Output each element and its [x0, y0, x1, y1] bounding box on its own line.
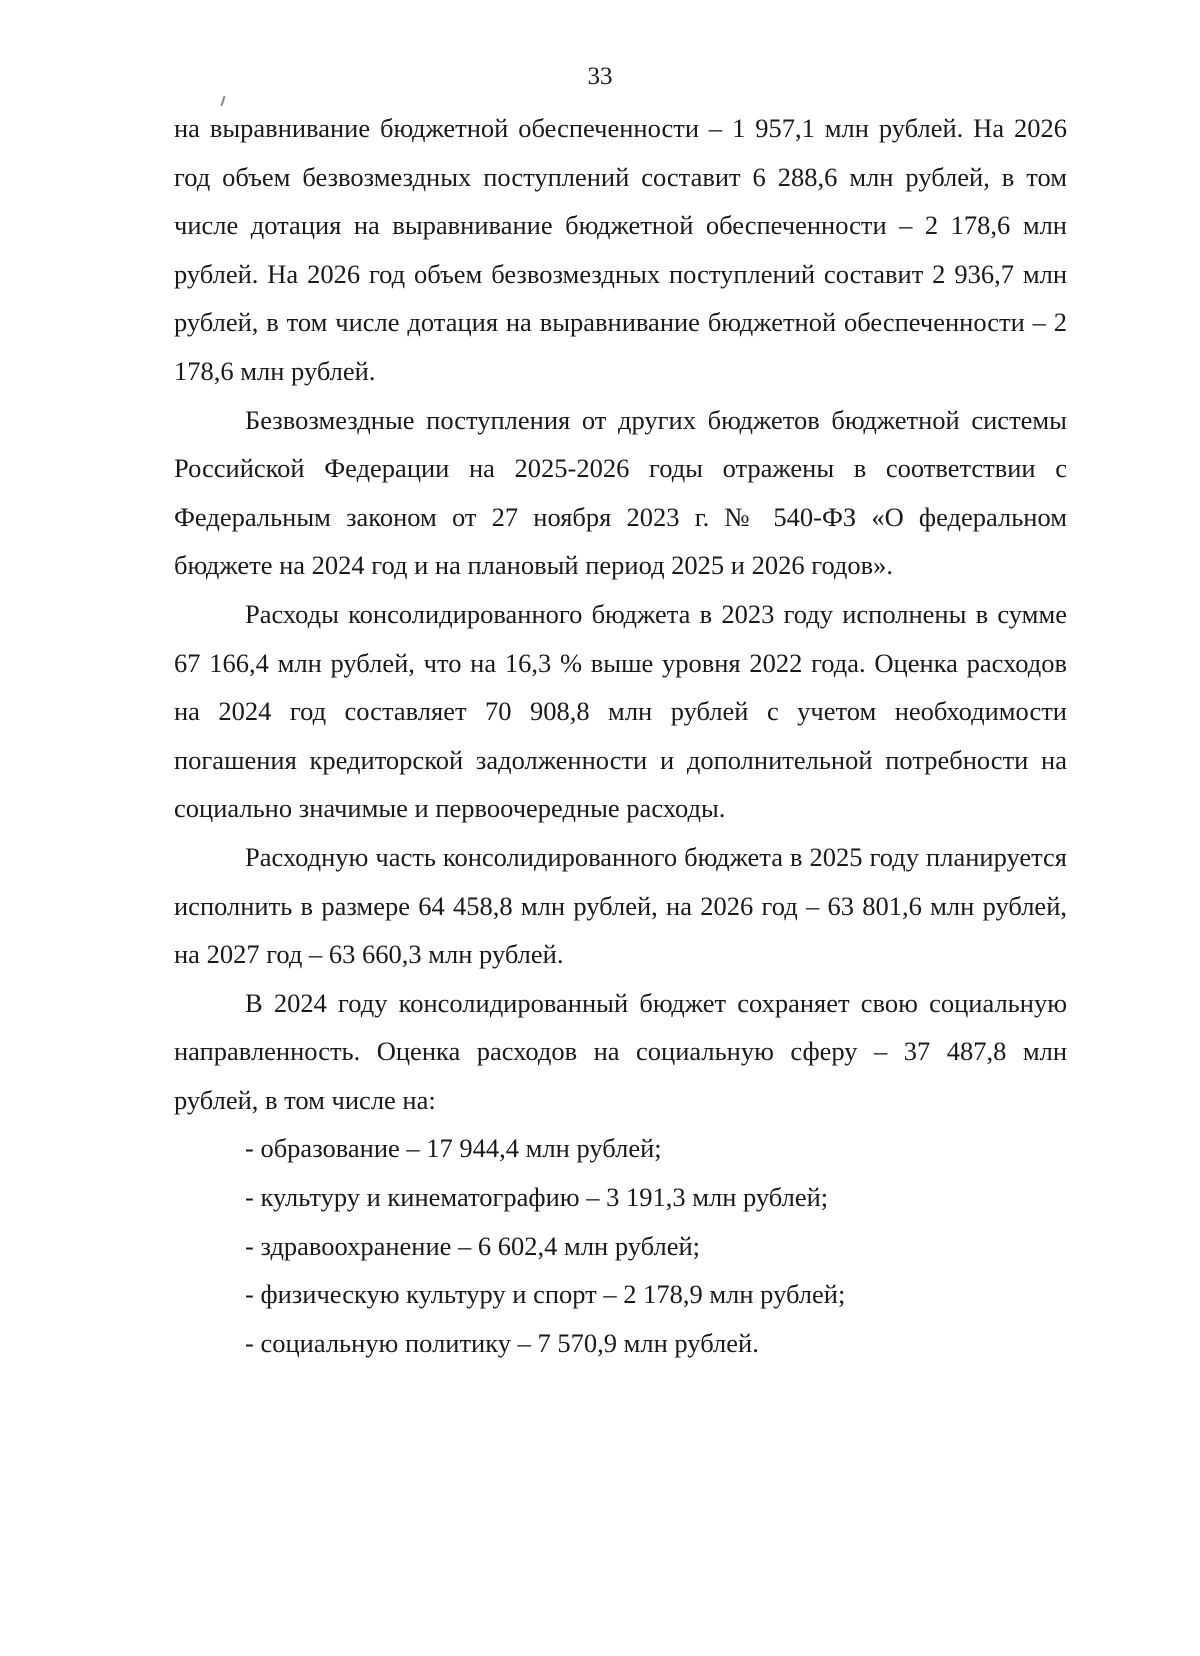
paragraph-gratuitous-receipts: Безвозмездные поступления от других бюджетов бюджетной системы Российской Федерации на 2025-2026 годы отражены в соответствии с Федеральным законом от 27 ноября 2023 г. № 540-ФЗ «О федеральном бюджете на 2024 год и на плановый период 2025 и 2026 годов». — [174, 404, 1067, 581]
list-item-social-policy: - социальную политику – 7 570,9 млн рублей. — [245, 1327, 759, 1358]
list-item-culture: - культуру и кинематографию – 3 191,3 млн рублей; — [245, 1182, 829, 1213]
list-item-sport: - физическую культуру и спорт – 2 178,9 млн рублей; — [245, 1279, 846, 1310]
paragraph-expenses-plan: Расходную часть консолидированного бюджета в 2025 году планируется исполнить в размере 64 458,8 млн рублей, на 2026 год – 63 801,6 млн рублей, на 2027 год – 63 660,3 млн рублей. — [174, 841, 1067, 970]
social-expenses-list — [174, 1124, 1067, 1367]
paragraph-continuation: на выравнивание бюджетной обеспеченности – 1 957,1 млн рублей. На 2026 год объем безвозмездных поступлений составит 6 288,6 млн рублей, в том числе дотация на выравнивание бюджетной обеспеченности – 2 178,6 млн рублей. На 2026 год объем безвозмездных поступлений составит 2 936,7 млн рублей, в том числе дотация на выравнивание бюджетной обеспеченности – 2 178,6 млн рублей. — [174, 113, 1067, 386]
page-number: 33 — [587, 63, 613, 90]
list-item-education: - образование – 17 944,4 млн рублей; — [245, 1133, 662, 1164]
paragraph-expenses-2023: Расходы консолидированного бюджета в 2023 году исполнены в сумме 67 166,4 млн рублей, что на 16,3 % выше уровня 2022 года. Оценка расходов на 2024 год составляет 70 908,8 млн рублей с учетом необходимости погашения кредиторской задолженности и дополнительной потребности на социально значимые и первоочередные расходы. — [174, 598, 1067, 824]
paragraph-social-sphere: В 2024 году консолидированный бюджет сохраняет свою социальную направленность. Оценка расходов на социальную сферу – 37 487,8 млн рублей, в том числе на: — [174, 987, 1067, 1115]
document-body — [174, 104, 1067, 1367]
list-item-healthcare: - здравоохранение – 6 602,4 млн рублей; — [245, 1230, 701, 1261]
